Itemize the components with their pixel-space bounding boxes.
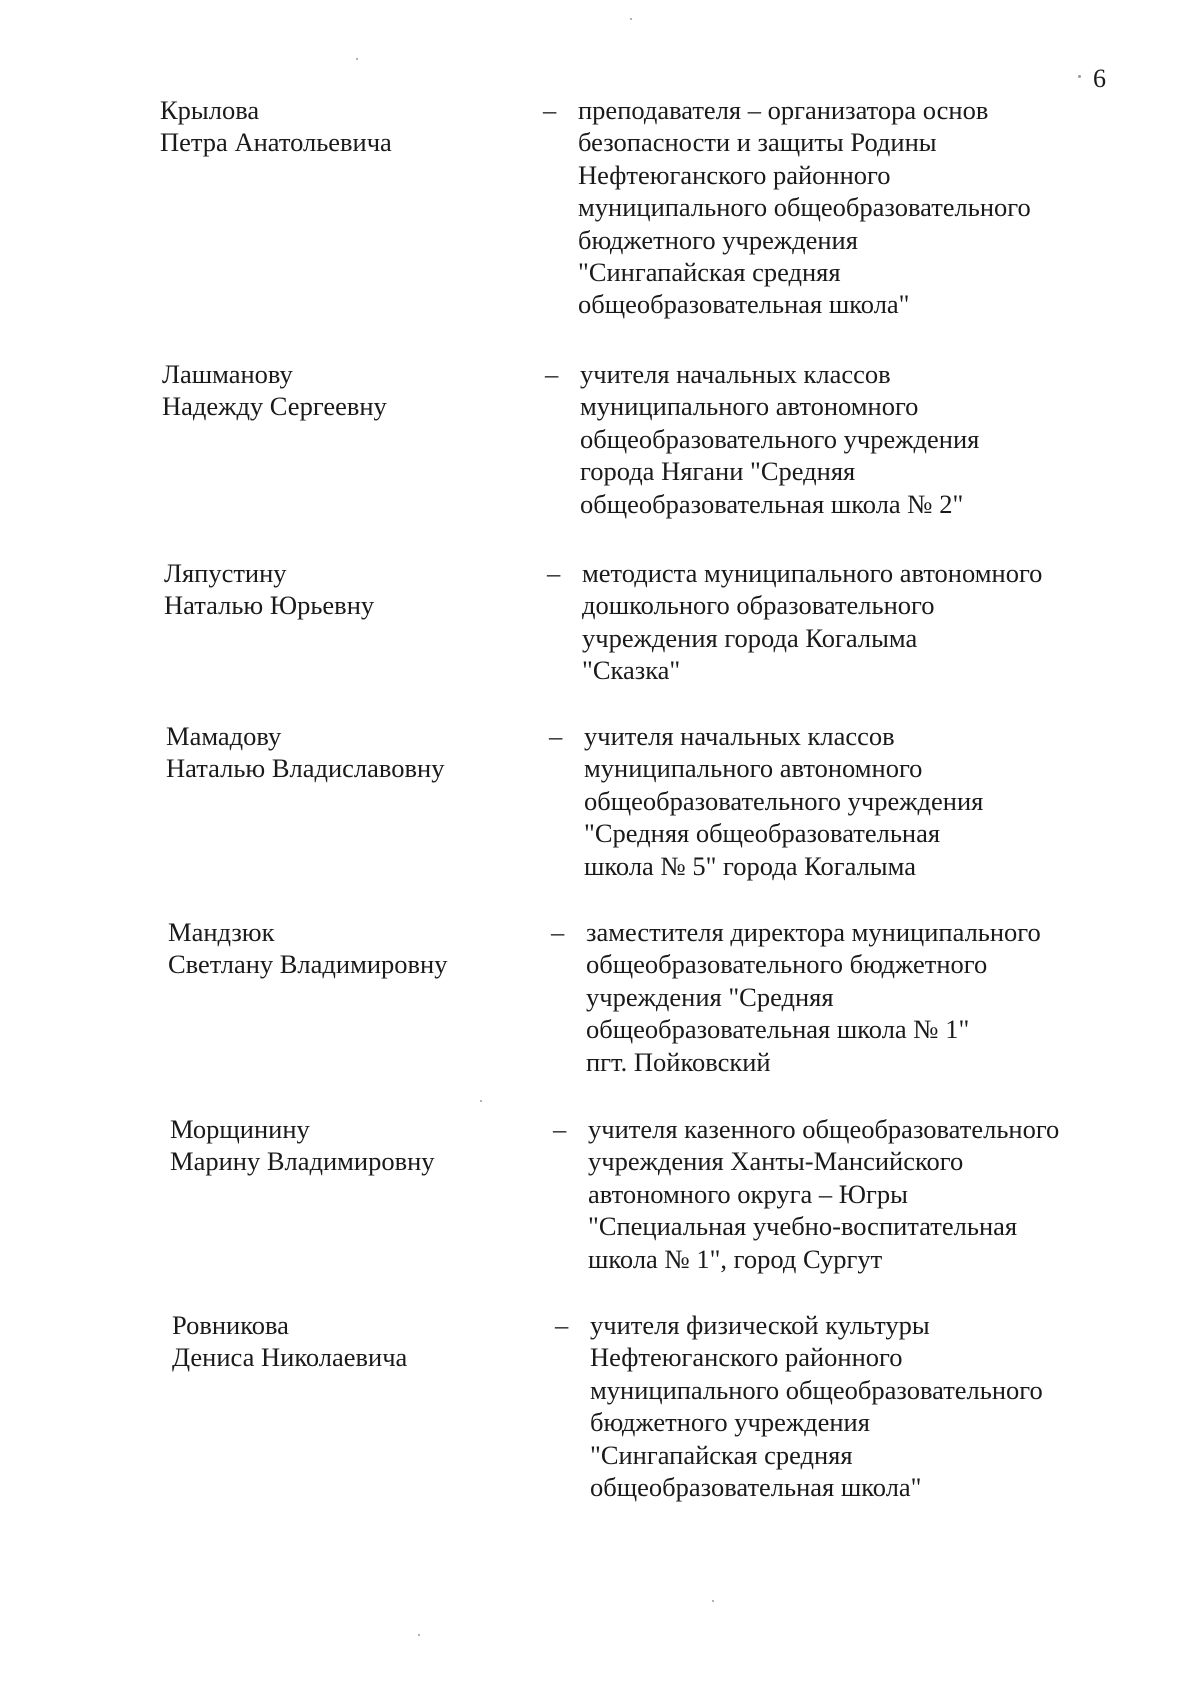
description-line: автономного округа – Югры	[588, 1178, 908, 1209]
person-surname: Мамадову	[166, 721, 282, 751]
description-line: муниципального автономного	[580, 391, 919, 422]
description-line: "Сказка"	[582, 655, 681, 686]
scan-speck	[630, 18, 632, 20]
person-given-names: Надежду Сергеевну	[162, 391, 387, 422]
dash-separator: –	[543, 95, 557, 125]
description-line: безопасности и защиты Родины	[578, 127, 937, 158]
description-line: города Нягани "Средняя	[580, 456, 856, 487]
person-given-names: Петра Анатольевича	[160, 127, 392, 158]
person-surname: Ляпустину	[164, 558, 287, 588]
person-name	[160, 94, 520, 159]
description-line: общеобразовательная школа № 2"	[580, 488, 964, 519]
description-line: учителя казенного общеобразовательного	[588, 1114, 1060, 1144]
description-line: учреждения города Когалыма	[582, 622, 918, 653]
description-line: учителя начальных классов	[584, 721, 895, 751]
page-number: 6	[1093, 64, 1106, 93]
description-line: "Специальная учебно-воспитательная	[588, 1211, 1018, 1242]
description-line: преподавателя – организатора основ	[578, 95, 989, 125]
dash-separator: –	[545, 359, 559, 389]
person-given-names: Наталью Юрьевну	[164, 590, 375, 621]
scan-speck	[356, 58, 358, 60]
description-line: дошкольного образовательного	[582, 590, 935, 621]
description-line: школа № 5" города Когалыма	[584, 850, 916, 881]
position-description	[582, 557, 1142, 687]
person-surname: Мандзюк	[168, 917, 275, 947]
person-surname: Морщинину	[170, 1114, 310, 1144]
description-line: "Сингапайская средняя	[578, 257, 841, 288]
person-name	[168, 916, 528, 981]
description-line: учителя физической культуры	[590, 1310, 930, 1340]
person-name	[170, 1113, 530, 1178]
description-line: общеобразовательного учреждения	[584, 785, 984, 816]
description-line: бюджетного учреждения	[578, 224, 858, 255]
description-line: школа № 1", город Сургут	[588, 1243, 883, 1274]
description-line: общеобразовательного учреждения	[580, 423, 980, 454]
description-line: учреждения "Средняя	[586, 981, 834, 1012]
position-description	[578, 94, 1138, 321]
description-line: методиста муниципального автономного	[582, 558, 1043, 588]
description-line: муниципального общеобразовательного	[590, 1374, 1043, 1405]
dash-separator: –	[553, 1114, 567, 1144]
position-description	[580, 358, 1140, 520]
dash-separator: –	[549, 721, 563, 751]
description-line: учителя начальных классов	[580, 359, 891, 389]
person-surname: Ровникова	[172, 1310, 289, 1340]
description-line: общеобразовательная школа № 1"	[586, 1014, 970, 1045]
dash-separator: –	[555, 1310, 569, 1340]
dash-separator: –	[551, 917, 565, 947]
scan-speck	[1078, 75, 1081, 78]
person-given-names: Наталью Владиславовну	[166, 753, 445, 784]
person-given-names: Марину Владимировну	[170, 1146, 435, 1177]
dash-separator: –	[547, 558, 561, 588]
person-given-names: Дениса Николаевича	[172, 1342, 408, 1373]
description-line: "Средняя общеобразовательная	[584, 818, 941, 849]
description-line: муниципального автономного	[584, 753, 923, 784]
description-line: общеобразовательного бюджетного	[586, 949, 988, 980]
person-name	[164, 557, 524, 622]
description-line: "Сингапайская средняя	[590, 1439, 853, 1470]
description-line: Нефтеюганского районного	[578, 159, 891, 190]
person-surname: Лашманову	[162, 359, 293, 389]
description-line: заместителя директора муниципального	[586, 917, 1041, 947]
person-surname: Крылова	[160, 95, 260, 125]
description-line: муниципального общеобразовательного	[578, 192, 1031, 223]
person-name	[172, 1309, 532, 1374]
position-description	[590, 1309, 1150, 1503]
scan-speck	[480, 1100, 482, 1102]
scan-speck	[418, 1634, 420, 1636]
description-line: общеобразовательная школа"	[578, 289, 910, 320]
position-description	[586, 916, 1146, 1078]
description-line: общеобразовательная школа"	[590, 1472, 922, 1503]
description-line: Нефтеюганского районного	[590, 1342, 903, 1373]
description-line: учреждения Ханты-Мансийского	[588, 1146, 964, 1177]
description-line: пгт. Пойковский	[586, 1046, 771, 1077]
person-given-names: Светлану Владимировну	[168, 949, 448, 980]
position-description	[584, 720, 1144, 882]
scan-speck	[712, 1600, 714, 1602]
description-line: бюджетного учреждения	[590, 1407, 870, 1438]
person-name	[166, 720, 526, 785]
position-description	[588, 1113, 1148, 1275]
person-name	[162, 358, 522, 423]
